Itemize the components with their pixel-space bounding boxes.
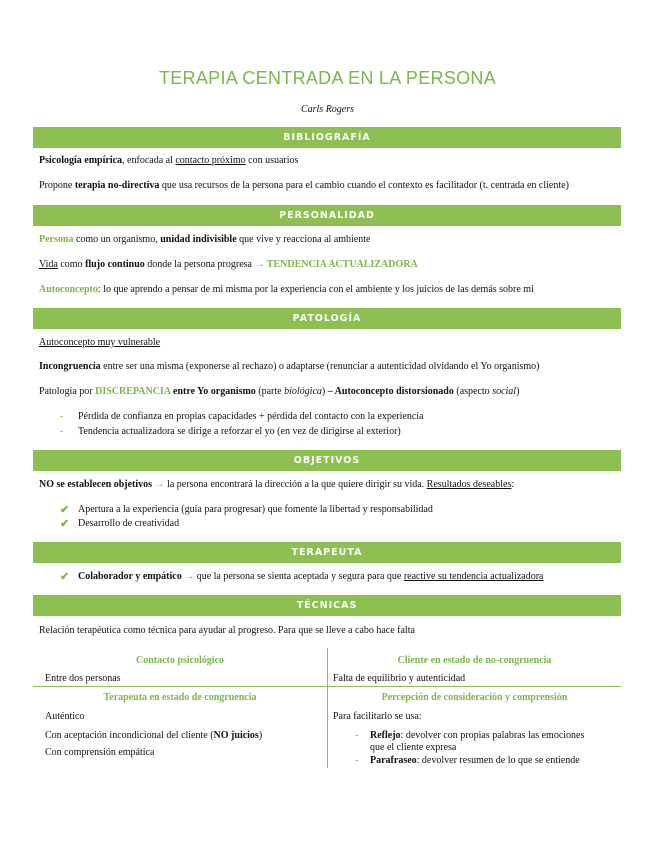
section-header-tecnicas: TÉCNICAS — [33, 595, 621, 616]
text-bold: entre Yo organismo — [170, 386, 256, 397]
tecnicas-intro: Relación terapéutica como técnica para ayudar al progreso. Para que se lleve a cabo hace falta — [39, 625, 415, 636]
personalidad-line-1 — [39, 234, 370, 245]
section-header-terapeuta: TERAPEUTA — [33, 542, 621, 563]
list-item: Desarrollo de creatividad — [78, 518, 180, 529]
personalidad-line-3 — [39, 284, 534, 295]
section-header-bibliografia: BIBLIOGRAFÍA — [33, 127, 621, 148]
objetivos-line-1 — [39, 479, 514, 490]
table-cell: Para facilitarlo se usa: — [333, 711, 422, 722]
bibliografia-line-1 — [39, 155, 298, 166]
text: que la persona se sienta aceptada y segura para que — [194, 571, 404, 582]
text: entre ser una misma (exponerse al rechazo) o adaptarse (renunciar a autenticidad olvidando el Yo organismo) — [100, 361, 540, 372]
text: : devolver resumen de lo que se entiende — [416, 755, 580, 766]
table-cell — [45, 730, 262, 741]
bibliografia-line-2 — [39, 180, 569, 191]
text: : — [511, 479, 515, 490]
text-bold: Reflejo — [370, 730, 401, 741]
text-bold: Colaborador y empático — [78, 571, 182, 582]
table-cell: Con comprensión empática — [45, 747, 155, 758]
text: que vive y reacciona al ambiente — [236, 234, 371, 245]
text: como — [57, 259, 86, 270]
text: , enfocada al — [122, 155, 176, 166]
list-item: Tendencia actualizadora se dirige a reforzar el yo (en vez de dirigirse al exterior) — [78, 426, 401, 437]
patologia-line-3 — [39, 386, 519, 397]
text: ) — [321, 386, 328, 397]
text: la persona encontrará la dirección a la que quiere dirigir su vida. — [164, 479, 427, 490]
dash-bullet: - — [355, 730, 359, 741]
text: Propone — [39, 180, 75, 191]
table-cell — [370, 755, 580, 766]
text-italic: social — [492, 386, 517, 397]
author: Carls Rogers — [300, 104, 355, 115]
text: como un organismo, — [73, 234, 161, 245]
table-divider-horizontal — [33, 686, 621, 687]
arrow-icon: → — [181, 571, 195, 582]
check-icon: ✔ — [60, 504, 70, 516]
patologia-line-1: Autoconcepto muy vulnerable — [39, 337, 161, 348]
text-bold: terapia no-directiva — [74, 180, 160, 191]
text: con usuarios — [245, 155, 299, 166]
text: (aspecto — [453, 386, 493, 397]
table-cell: que el cliente expresa — [370, 742, 457, 753]
table-header-cliente: Cliente en estado de no-congruencia — [397, 655, 552, 666]
text: : lo que aprendo a pensar de mi misma por la experiencia con el ambiente y los juicios de las demás sobre mi — [97, 284, 534, 295]
text: Patología por — [39, 386, 96, 397]
text: : devolver con propias palabras las emociones — [400, 730, 585, 741]
section-header-patologia: PATOLOGÍA — [33, 308, 621, 329]
dash-bullet: - — [60, 426, 64, 437]
text-bold: Incongruencia — [39, 361, 101, 372]
table-divider-vertical — [327, 648, 328, 768]
patologia-line-2 — [39, 361, 540, 372]
text-green: DISCREPANCIA — [95, 386, 171, 397]
dash-bullet: - — [60, 411, 64, 422]
page-title: TERAPIA CENTRADA EN LA PERSONA — [158, 68, 497, 88]
text-bold: NO se establecen objetivos — [39, 479, 153, 490]
text-bold: NO juicios — [213, 730, 259, 741]
text-underlined: reactive su tendencia actualizadora — [403, 571, 544, 582]
text-underlined: Resultados deseables — [426, 479, 512, 490]
section-header-objetivos: OBJETIVOS — [33, 450, 621, 471]
text-underlined: contacto próximo — [175, 155, 246, 166]
text: ) — [516, 386, 520, 397]
table-header-contacto: Contacto psicológico — [135, 655, 225, 666]
personalidad-line-2 — [39, 259, 418, 270]
check-icon: ✔ — [60, 518, 70, 530]
text-bold: Psicología empírica — [39, 155, 123, 166]
text-italic: biológica — [284, 386, 322, 397]
table-cell: Auténtico — [45, 711, 85, 722]
text: que usa recursos de la persona para el cambio cuando el contexto es facilitador (t. centrada en cliente) — [159, 180, 569, 191]
text: ) — [258, 730, 263, 741]
list-item: Apertura a la experiencia (guía para progresar) que fomente la libertad y responsabilidad — [78, 504, 433, 515]
arrow-icon: → — [152, 479, 165, 490]
table-cell: Entre dos personas — [45, 673, 121, 684]
text-bold: – Autoconcepto distorsionado — [327, 386, 454, 397]
table-cell — [370, 730, 584, 741]
text: Con aceptación incondicional del cliente ( — [45, 730, 214, 741]
text-bold: Parafraseo — [370, 755, 417, 766]
text-bold: unidad indivisible — [160, 234, 237, 245]
list-item: Pérdida de confianza en propias capacidades + pérdida del contacto con la experiencia — [78, 411, 424, 422]
section-header-personalidad: PERSONALIDAD — [33, 205, 621, 226]
text: (parte — [255, 386, 285, 397]
text-bold: flujo continuo — [85, 259, 145, 270]
text-green: → TENDENCIA ACTUALIZADORA — [254, 259, 418, 270]
check-icon: ✔ — [60, 571, 70, 583]
table-cell: Falta de equilibrio y autenticidad — [333, 673, 466, 684]
text-green: Persona — [39, 234, 74, 245]
dash-bullet: - — [355, 755, 359, 766]
text: donde la persona progresa — [144, 259, 255, 270]
terapeuta-line-1 — [78, 571, 543, 582]
table-header-terapeuta: Terapeuta en estado de congruencia — [103, 692, 257, 703]
table-header-percepcion: Percepción de consideración y comprensión — [381, 692, 568, 703]
text-underlined: Vida — [39, 259, 58, 270]
text-green: Autoconcepto — [39, 284, 98, 295]
